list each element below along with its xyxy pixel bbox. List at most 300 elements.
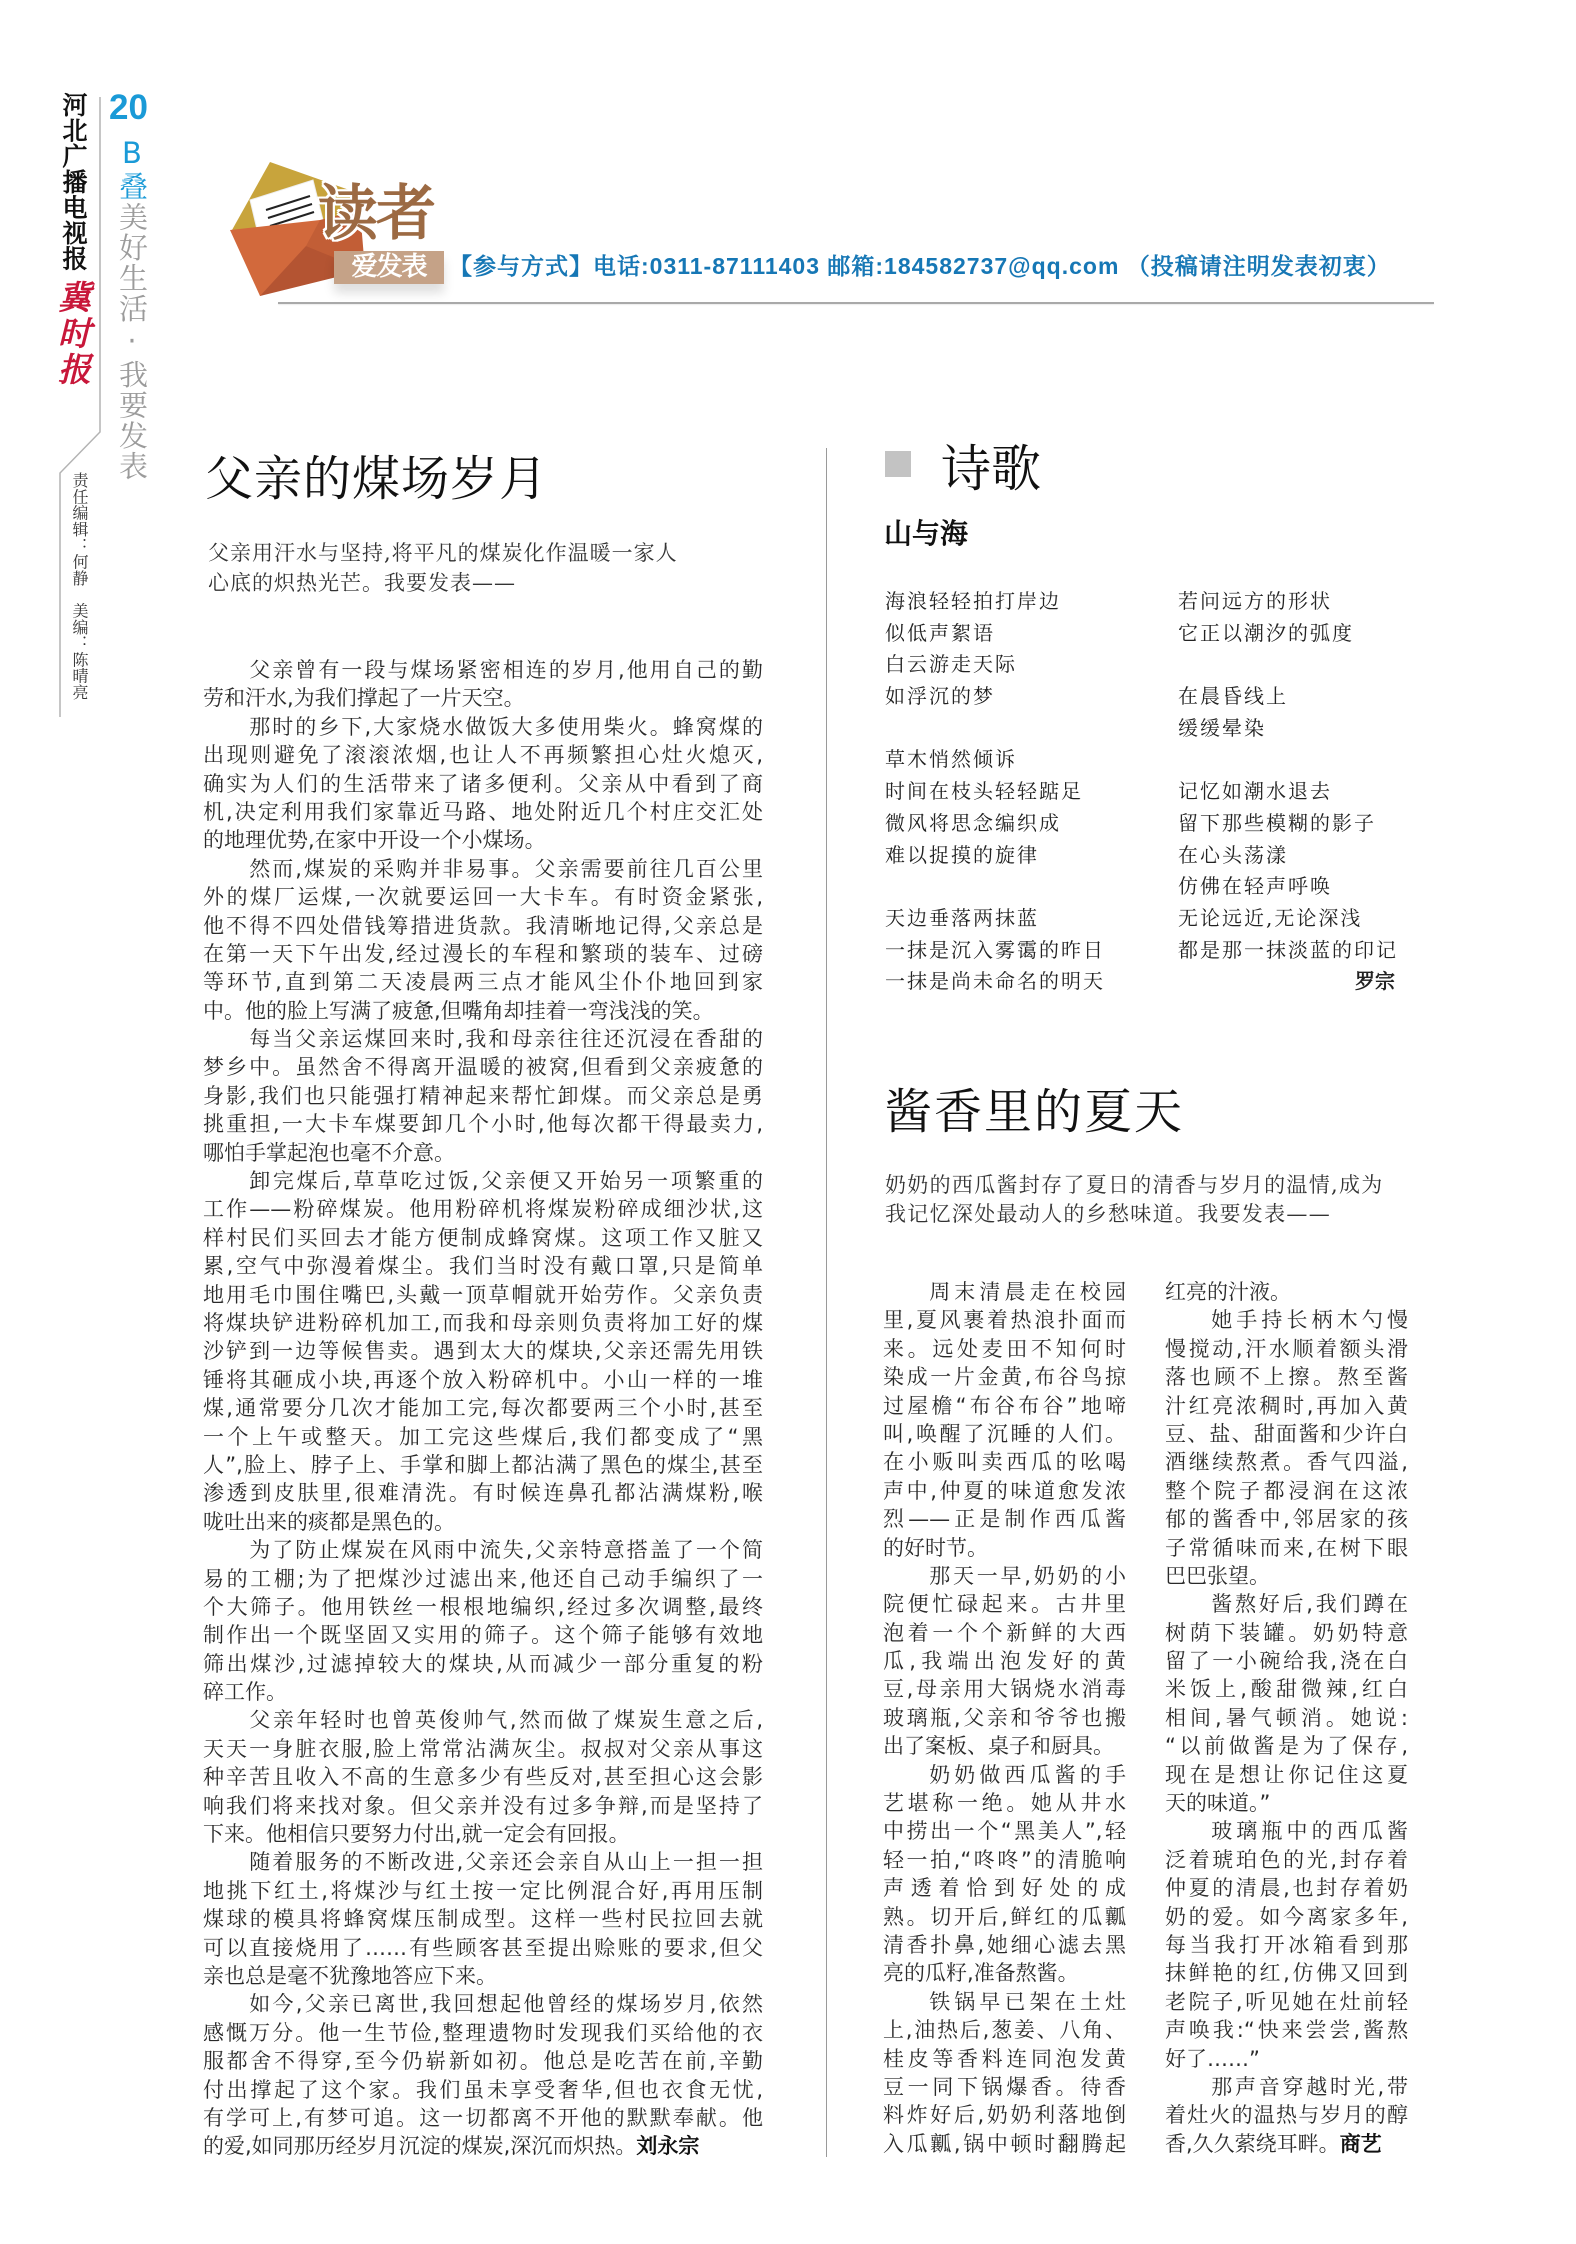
text-line (203, 1962, 763, 1990)
text-line (203, 1706, 763, 1734)
line-text: 天天一身脏衣服,脸上常常沾满灰尘。叔叔对父亲从事这 (203, 1736, 763, 1761)
text-line (883, 1675, 1126, 1703)
line-text: 熟。切开后,鲜红的瓜瓤 (883, 1904, 1126, 1929)
text-line (203, 1877, 763, 1905)
paragraph (203, 1848, 763, 1990)
line-text: 中捞出一个“黑美人”,轻 (883, 1819, 1126, 1844)
line-text: 的爱,如同那历经岁月沉淀的煤炭,深沉而炽热。 (203, 2134, 637, 2159)
page-number: 20 (109, 88, 148, 127)
text-line (1165, 2101, 1408, 2129)
line-text: 制作出一个既坚固又实用的筛子。这个筛子能够有效地 (203, 1623, 763, 1648)
line-text: 在小贩叫卖西瓜的吆喝 (883, 1450, 1126, 1475)
paragraph (203, 1536, 763, 1706)
text-line (883, 2045, 1126, 2073)
line-text: 确实为人们的生活带来了诸多便利。父亲从中看到了商 (203, 771, 763, 796)
line-text: 来。远处麦田不知何时 (883, 1336, 1126, 1361)
paragraph (1165, 1817, 1408, 2073)
paragraph (203, 713, 763, 855)
text-line (883, 1704, 1126, 1732)
paragraph (883, 1562, 1126, 1761)
text-line (203, 1337, 763, 1365)
column-divider (826, 448, 827, 2157)
line-text: 桂皮等香料连同泡发黄 (883, 2046, 1126, 2071)
author-byline: 商艺 (1339, 2131, 1382, 2156)
text-line (203, 1820, 763, 1848)
line-text: 父亲年轻时也曾英俊帅气,然而做了煤炭生意之后, (249, 1708, 763, 1733)
article-title: 父亲的煤场岁月 (205, 451, 549, 507)
text-line (1165, 2130, 1408, 2158)
text-line (1165, 1846, 1408, 1874)
section-stack-label: 叠 (115, 171, 149, 202)
text-line (1165, 1335, 1408, 1363)
text-line (203, 713, 763, 741)
text-line (203, 2104, 763, 2132)
text-line (883, 1278, 1126, 1306)
line-text: 米饭上,酸甜微辣,红白 (1165, 1677, 1408, 1702)
article-intro (885, 1171, 1384, 1229)
line-text: 着灶火的温热与岁月的醇 (1165, 2103, 1408, 2128)
text-line (883, 1534, 1126, 1562)
line-text: 声中,仲夏的味道愈发浓 (883, 1478, 1126, 1503)
text-line (203, 1479, 763, 1507)
article-body-column (1165, 1278, 1408, 2158)
text-line (203, 1082, 763, 1110)
paragraph (1165, 1590, 1408, 1817)
text-line (203, 1053, 763, 1081)
line-text: 梦乡中。虽然舍不得离开温暖的被窝,但看到父亲疲惫的 (203, 1055, 763, 1080)
text-line (203, 1281, 763, 1309)
text-line (203, 1650, 763, 1678)
line-text: 煤,通常要分几次才能加工完,每次都要两三个小时,甚至 (203, 1396, 763, 1421)
text-line (1165, 1477, 1408, 1505)
intro-line: 父亲用汗水与坚持,将平凡的煤炭化作温暖一家人 (208, 541, 678, 565)
text-line (203, 1905, 763, 1933)
line-text: 入瓜瓤,锅中顿时翻腾起 (883, 2131, 1126, 2156)
line-text: 玻璃瓶中的西瓜酱 (1211, 1819, 1408, 1844)
text-line (883, 1931, 1126, 1959)
line-text: 父亲曾有一段与煤场紧密相连的岁月,他用自己的勤 (249, 658, 763, 682)
text-line (203, 997, 763, 1025)
poem-line: 在晨昏线上 (1178, 684, 1288, 709)
text-line (203, 1394, 763, 1422)
header-rule (278, 302, 1434, 304)
line-text: 郁的酱香中,邻居家的孩 (1165, 1507, 1408, 1532)
text-line (203, 1366, 763, 1394)
text-line (883, 1420, 1126, 1448)
text-line (1165, 1732, 1408, 1760)
poem-line: 都是那一抹淡蓝的印记 (1178, 937, 1398, 962)
line-text: 中。他的脸上写满了疲惫,但嘴角却挂着一弯浅浅的笑。 (203, 998, 714, 1023)
line-text: 地挑下红土,将煤沙与红土按一定比例混合好,再用压制 (203, 1878, 763, 1903)
line-text: “以前做酱是为了保存, (1165, 1734, 1408, 1759)
text-line (203, 1536, 763, 1564)
text-line (883, 1306, 1126, 1334)
line-text: 身影,我们也只能强打精神起来帮忙卸煤。而父亲总是勇 (203, 1083, 763, 1108)
line-text: 声透着恰到好处的成 (883, 1876, 1126, 1901)
text-line (883, 1392, 1126, 1420)
text-line (883, 2130, 1126, 2158)
poem-line: 似低声絮语 (885, 620, 995, 645)
line-text: 豆一同下锅爆香。待香 (883, 2074, 1126, 2099)
text-line (883, 1477, 1126, 1505)
text-line (883, 1959, 1126, 1987)
line-text: 那声音穿越时光,带 (1211, 2074, 1408, 2099)
text-line (883, 1335, 1126, 1363)
line-text: 可以直接烧用了……有些顾客甚至提出赊账的要求,但父 (203, 1935, 763, 1960)
text-line (203, 1423, 763, 1451)
text-line (203, 968, 763, 996)
text-line (203, 940, 763, 968)
text-line (203, 1252, 763, 1280)
text-line (203, 2076, 763, 2104)
text-line (1165, 1931, 1408, 1959)
paragraph (203, 656, 763, 713)
line-text: 香,久久萦绕耳畔。 (1165, 2131, 1340, 2156)
text-line (203, 1139, 763, 1167)
intro-line: 我记忆深处最动人的乡愁味道。我要发表—— (885, 1202, 1331, 1226)
line-text: 清香扑鼻,她细心滤去黑 (883, 1932, 1126, 1957)
line-text: 随着服务的不断改进,父亲还会亲自从山上一担一担 (249, 1850, 763, 1875)
line-text: 出现则避免了滚滚浓烟,也让人不再频繁担心灶火熄灭, (203, 743, 763, 768)
line-text: 亲也总是毫不犹豫地答应下来。 (203, 1963, 497, 1988)
line-text: 巴巴张望。 (1165, 1563, 1270, 1588)
line-text: 易的工棚;为了把煤沙过滤出来,他还自己动手编织了一 (203, 1566, 763, 1591)
text-line (203, 1309, 763, 1337)
line-text: 轻一拍,“咚咚”的清脆响 (883, 1847, 1126, 1872)
text-line (883, 2073, 1126, 2101)
text-line (203, 1025, 763, 1053)
paragraph (883, 1761, 1126, 1988)
poem-line: 它正以潮汐的弧度 (1178, 620, 1354, 645)
text-line (883, 1846, 1126, 1874)
line-text: 仲夏的清晨,也封存着奶 (1165, 1876, 1408, 1901)
text-line (203, 1593, 763, 1621)
poem-line: 时间在枝头轻轻踮足 (885, 779, 1083, 804)
text-line (1165, 1704, 1408, 1732)
text-line (203, 1224, 763, 1252)
text-line (883, 1619, 1126, 1647)
text-line (203, 1735, 763, 1763)
text-line (1165, 1619, 1408, 1647)
line-text: 渗透到皮肤里,很难清洗。有时候连鼻孔都沾满煤粉,喉 (203, 1481, 763, 1506)
line-text: 相间,暑气顿消。她说: (1165, 1705, 1408, 1730)
text-line (883, 1562, 1126, 1590)
paragraph (203, 1167, 763, 1536)
paragraph (203, 1990, 763, 2160)
text-line (203, 1792, 763, 1820)
line-text: 卸完煤后,草草吃过饭,父亲便又开始另一项繁重的 (249, 1169, 763, 1194)
text-line (1165, 1988, 1408, 2016)
poem-line: 留下那些模糊的影子 (1178, 810, 1376, 835)
text-line (203, 1621, 763, 1649)
text-line (1165, 1562, 1408, 1590)
text-line (883, 1988, 1126, 2016)
line-text: 那天一早,奶奶的小 (929, 1563, 1126, 1588)
poem-line: 草木悄然倾诉 (885, 747, 1017, 772)
line-text: 奶的爱。如今离家多年, (1165, 1904, 1408, 1929)
text-line (883, 1789, 1126, 1817)
text-line (1165, 1675, 1408, 1703)
line-text: 锤将其砸成小块,再逐个放入粉碎机中。小山一样的一堆 (203, 1367, 763, 1392)
text-line (203, 1167, 763, 1195)
text-line (1165, 1363, 1408, 1391)
line-text: 里,夏风裹着热浪扑面而 (883, 1308, 1126, 1333)
line-text: 碎工作。 (203, 1680, 287, 1705)
section-marker-square (885, 451, 911, 477)
text-line (1165, 1392, 1408, 1420)
line-text: 的地理优势,在家中开设一个小煤场。 (203, 828, 546, 853)
text-line (203, 1763, 763, 1791)
line-text: 子常循味而来,在树下眼 (1165, 1535, 1408, 1560)
paragraph (203, 1706, 763, 1848)
poem-line: 在心头荡漾 (1178, 842, 1288, 867)
text-line (883, 1732, 1126, 1760)
text-line (883, 1505, 1126, 1533)
text-line (1165, 1505, 1408, 1533)
line-text: 的好时节。 (883, 1535, 988, 1560)
text-line (883, 1647, 1126, 1675)
text-line (883, 1903, 1126, 1931)
line-text: 沙铲到一边等候售卖。遇到太大的煤块,父亲还需先用铁 (203, 1339, 763, 1364)
line-text: 上,油热后,葱姜、八角、 (883, 2018, 1126, 2043)
line-text: 每当父亲运煤回来时,我和母亲往往还沉浸在香甜的 (249, 1027, 763, 1052)
text-line (1165, 1789, 1408, 1817)
line-text: 每当我打开冰箱看到那 (1165, 1932, 1408, 1957)
line-text: 瓜,我端出泡发好的黄 (883, 1649, 1126, 1674)
section-heading-poetry: 诗歌 (941, 440, 1041, 498)
text-line (1165, 1278, 1408, 1306)
poem-line: 难以捉摸的旋律 (885, 842, 1039, 867)
line-text: 院便忙碌起来。古井里 (883, 1592, 1126, 1617)
line-text: 汁红亮浓稠时,再加入黄 (1165, 1393, 1408, 1418)
text-line (203, 855, 763, 883)
line-text: 个大筛子。他用铁丝一根根地编织,经过多次调整,最终 (203, 1594, 763, 1619)
paragraph (203, 855, 763, 1025)
poem-line: 一抹是沉入雾霭的昨日 (885, 937, 1105, 962)
line-text: 留了一小碗给我,浇在白 (1165, 1649, 1408, 1674)
poem-line: 缓缓晕染 (1178, 715, 1266, 740)
line-text: 她手持长柄木勺慢 (1211, 1308, 1408, 1333)
line-text: 如今,父亲已离世,我回想起他曾经的煤场岁月,依然 (249, 1992, 763, 2017)
poem-line: 一抹是尚未命名的明天 (885, 969, 1105, 994)
line-text: 种辛苦且收入不高的生意多少有些反对,甚至担心这会影 (203, 1765, 763, 1790)
section-letter: B (115, 136, 149, 172)
text-line (1165, 1903, 1408, 1931)
newspaper-name: 河北广播电视报 (59, 92, 88, 272)
line-text: 料炸好后,奶奶利落地倒 (883, 2103, 1126, 2128)
column-logo-title: 读者 (318, 179, 434, 249)
line-text: 他不得不四处借钱筹措进货款。我清晰地记得,父亲总是 (203, 913, 763, 938)
line-text: 抹鲜艳的红,仿佛又回到 (1165, 1961, 1408, 1986)
editor-credits: 责任编辑：何静 美编：陈晴亮 (70, 472, 89, 701)
line-text: 在第一天下午出发,经过漫长的车程和繁琐的装车、过磅 (203, 941, 763, 966)
text-line (203, 1508, 763, 1536)
line-text: 为了防止煤炭在风雨中流失,父亲特意搭盖了一个简 (249, 1538, 763, 1563)
paragraph (1165, 2073, 1408, 2158)
line-text: 豆、盐、甜面酱和少许白 (1165, 1421, 1408, 1446)
poem-line: 白云游走天际 (885, 652, 1017, 677)
line-text: 泡着一个个新鲜的大西 (883, 1620, 1126, 1645)
text-line (203, 826, 763, 854)
line-text: 哪怕手掌起泡也毫不介意。 (203, 1140, 455, 1165)
poem-line: 记忆如潮水退去 (1178, 779, 1332, 804)
line-text: 然而,煤炭的采购并非易事。父亲需要前往几百公里 (249, 856, 763, 881)
text-line (203, 1110, 763, 1138)
line-text: 样村民们买回去才能方便制成蜂窝煤。这项工作又脏又 (203, 1225, 763, 1250)
line-text: 累,空气中弥漫着煤尘。我们当时没有戴口罩,只是简单 (203, 1254, 763, 1279)
article-title: 酱香里的夏天 (884, 1084, 1185, 1140)
line-text: 落也顾不上擦。熬至酱 (1165, 1365, 1408, 1390)
text-line (203, 741, 763, 769)
line-text: 树荫下装罐。奶奶特意 (1165, 1620, 1408, 1645)
text-line (1165, 1420, 1408, 1448)
intro-line: 心底的炽热光芒。我要发表—— (208, 571, 516, 595)
section-title: 美好生活·我要发表 (115, 202, 149, 482)
line-text: 奶奶做西瓜酱的手 (929, 1762, 1126, 1787)
line-text: 等环节,直到第二天凌晨两三点才能风尘仆仆地回到家 (203, 970, 763, 995)
text-line (203, 1934, 763, 1962)
text-line (883, 1874, 1126, 1902)
paragraph (1165, 1306, 1408, 1590)
line-text: 声唤我:“快来尝尝,酱熬 (1165, 2018, 1408, 2043)
text-line (1165, 1817, 1408, 1845)
line-text: 亮的瓜籽,准备熬酱。 (883, 1961, 1079, 1986)
poem-line (885, 871, 1155, 903)
poem-line (1178, 649, 1395, 681)
text-line (203, 1565, 763, 1593)
text-line (1165, 1534, 1408, 1562)
line-text: 挑重担,一大卡车煤要卸几个小时,他每次都干得最卖力, (203, 1112, 763, 1137)
line-text: 红亮的汁液。 (1165, 1280, 1291, 1304)
text-line (203, 798, 763, 826)
line-text: 一个上午或整天。加工完这些煤后,我们都变成了“黑 (203, 1424, 763, 1449)
poem-author: 罗宗 (1355, 969, 1395, 994)
article-body (203, 656, 763, 2161)
line-text: 机,决定利用我们家靠近马路、地处附近几个村庄交汇处 (203, 799, 763, 824)
intro-line: 奶奶的西瓜酱封存了夏日的清香与岁月的温情,成为 (885, 1173, 1384, 1197)
text-line (1165, 1306, 1408, 1334)
text-line (203, 883, 763, 911)
line-text: 天的味道。” (1165, 1791, 1271, 1816)
line-text: 下来。他相信只要努力付出,就一定会有回报。 (203, 1822, 630, 1847)
text-line (883, 2016, 1126, 2044)
line-text: 付出撑起了这个家。我们虽未享受奢华,但也衣食无忧, (203, 2077, 763, 2102)
line-text: 泛着琥珀色的光,封存着 (1165, 1847, 1408, 1872)
line-text: 过屋檐“布谷布谷”地啼 (883, 1393, 1126, 1418)
paragraph (1165, 1278, 1408, 1306)
column-logo-subtitle: 爱发表 (334, 251, 444, 284)
text-line (203, 1195, 763, 1223)
text-line (203, 1990, 763, 2018)
line-text: 铁锅早已架在土灶 (929, 1989, 1126, 2014)
text-line (1165, 1959, 1408, 1987)
line-text: 感慨万分。他一生节俭,整理遗物时发现我们买给他的衣 (203, 2020, 763, 2045)
poem-line: 仿佛在轻声呼唤 (1178, 874, 1332, 899)
line-text: 筛出煤沙,过滤掉较大的煤块,从而减少一部分重复的粉 (203, 1651, 763, 1676)
line-text: 老院子,听见她在灶前轻 (1165, 1989, 1408, 2014)
line-text: 工作——粉碎煤炭。他用粉碎机将煤炭粉碎成细沙状,这 (203, 1197, 763, 1222)
text-line (883, 1363, 1126, 1391)
text-line (203, 1451, 763, 1479)
text-line (1165, 1590, 1408, 1618)
poem-column-right (1178, 586, 1398, 998)
line-text: 将煤块铲进粉碎机加工,而我和母亲则负责将加工好的煤 (203, 1310, 763, 1335)
text-line (203, 2132, 763, 2160)
line-text: 有学可上,有梦可追。这一切都离不开他的默默奉献。他 (203, 2105, 763, 2130)
text-line (1165, 1761, 1408, 1789)
article-body-column (883, 1278, 1126, 2158)
poem-line: 海浪轻轻拍打岸边 (885, 589, 1061, 613)
poem-line: 无论远近,无论深浅 (1178, 905, 1363, 930)
line-text: 玻璃瓶,父亲和爷爷也搬 (883, 1705, 1126, 1730)
line-text: 叫,唤醒了沉睡的人们。 (883, 1421, 1126, 1446)
line-text: 响我们将来找对象。但父亲并没有过多争辩,而是坚持了 (203, 1793, 763, 1818)
poem-line: 微风将思念编织成 (885, 810, 1061, 835)
line-text: 酱熬好后,我们蹲在 (1211, 1592, 1408, 1617)
text-line (203, 1848, 763, 1876)
line-text: 染成一片金黄,布谷鸟掠 (883, 1365, 1126, 1390)
poem-line: 若问远方的形状 (1178, 589, 1332, 613)
line-text: 现在是想让你记住这夏 (1165, 1762, 1408, 1787)
poem-line (885, 713, 1155, 745)
paragraph (883, 1278, 1126, 1562)
paragraph (203, 1025, 763, 1167)
text-line (883, 1761, 1126, 1789)
line-text: 周末清晨走在校园 (929, 1280, 1126, 1304)
line-text: 劳和汗水,为我们撑起了一片天空。 (203, 686, 525, 711)
line-text: 人”,脸上、脖子上、手掌和脚上都沾满了黑色的煤尘,甚至 (203, 1452, 763, 1477)
text-line (203, 2019, 763, 2047)
line-text: 煤球的模具将蜂窝煤压制成型。这样一些村民拉回去就 (203, 1907, 763, 1932)
text-line (203, 912, 763, 940)
text-line (203, 2047, 763, 2075)
text-line (1165, 2045, 1408, 2073)
line-text: 整个院子都浸润在这浓 (1165, 1478, 1408, 1503)
article-intro (208, 538, 678, 598)
text-line (1165, 2016, 1408, 2044)
line-text: 好了……” (1165, 2046, 1260, 2071)
text-line (1165, 1448, 1408, 1476)
text-line (1165, 1874, 1408, 1902)
poem-line: 天边垂落两抹蓝 (885, 905, 1039, 930)
poem-column-left (885, 586, 1155, 998)
text-line (883, 1448, 1126, 1476)
line-text: 酒继续熬煮。香气四溢, (1165, 1450, 1408, 1475)
text-line (203, 770, 763, 798)
line-text: 外的煤厂运煤,一次就要运回一大卡车。有时资金紧张, (203, 885, 763, 910)
text-line (203, 1678, 763, 1706)
author-byline: 刘永宗 (636, 2134, 700, 2159)
line-text: 那时的乡下,大家烧水做饭大多使用柴火。蜂窝煤的 (249, 714, 763, 739)
submission-contact-info: 【参与方式】电话:0311-87111403 邮箱:184582737@qq.com （投稿请注明发表初衷） (449, 253, 1391, 279)
line-text: 慢搅动,汗水顺着额头滑 (1165, 1336, 1408, 1361)
line-text: 出了案板、桌子和厨具。 (883, 1734, 1114, 1759)
line-text: 服都舍不得穿,至今仍崭新如初。他总是吃苦在前,辛勤 (203, 2049, 763, 2074)
newspaper-calligraphy-logo: 冀时报 (53, 280, 92, 388)
line-text: 艺堪称一绝。她从井水 (883, 1791, 1126, 1816)
poem-title: 山与海 (884, 517, 969, 550)
text-line (883, 2101, 1126, 2129)
paragraph (883, 1988, 1126, 2158)
line-text: 地用毛巾围住嘴巴,头戴一顶草帽就开始劳作。父亲负责 (203, 1282, 763, 1307)
text-line (883, 1817, 1126, 1845)
poem-line: 如浮沉的梦 (885, 684, 995, 709)
text-line (1165, 2073, 1408, 2101)
poem-line (1178, 744, 1395, 776)
line-text: 豆,母亲用大锅烧水消毒 (883, 1677, 1126, 1702)
line-text: 烈——正是制作西瓜酱 (883, 1507, 1126, 1532)
text-line (1165, 1647, 1408, 1675)
